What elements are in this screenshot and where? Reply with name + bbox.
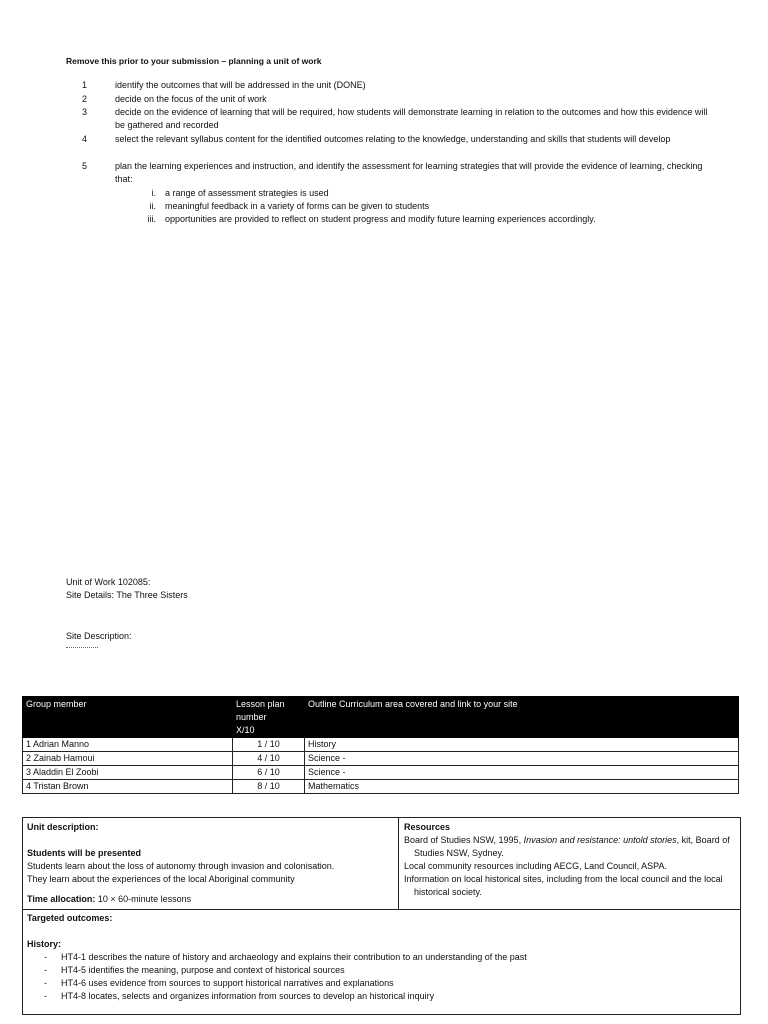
site-details: Site Details: The Three Sisters [66, 590, 188, 600]
curriculum-area: Science - [305, 766, 739, 780]
step-text: select the relevant syllabus content for the identified outcomes relating to the knowledge, understanding and skills that students will develop [115, 134, 671, 144]
group-table [22, 696, 739, 794]
outcome-text: HT4-5 identifies the meaning, purpose and context of historical sources [61, 965, 345, 975]
unit-title: Unit of Work 102085: [66, 577, 151, 587]
bullet-dash: - [44, 952, 47, 962]
description-line: Students learn about the loss of autonomy through invasion and colonisation. [27, 861, 335, 871]
outcome-text: HT4-1 describes the nature of history and archaeology and explains their contribution to an understanding of the past [61, 952, 527, 962]
site-description-label: Site Description: [66, 631, 132, 641]
member-name: 1 Adrian Manno [23, 738, 233, 752]
substep-number: ii. [149, 201, 156, 211]
lesson-number: 6 / 10 [233, 766, 305, 780]
resource-item: Local community resources including AECG, Land Council, ASPA. [404, 861, 667, 871]
targeted-outcomes-cell [27, 912, 727, 1003]
time-allocation [27, 893, 395, 906]
description-line: They learn about the experiences of the local Aboriginal community [27, 874, 295, 884]
step-text: identify the outcomes that will be addressed in the unit (DONE) [115, 80, 366, 90]
unit-header [66, 576, 188, 602]
member-name: 4 Tristan Brown [23, 780, 233, 794]
curriculum-area: Mathematics [305, 780, 739, 794]
substep-number: iii. [147, 214, 156, 224]
group-table-header [23, 697, 739, 738]
curriculum-area: History [305, 738, 739, 752]
resource-text: , kit, Board of Studies NSW, Sydney. [414, 835, 730, 858]
unit-description-cell [27, 821, 395, 906]
unit-description-box [22, 817, 741, 1015]
curriculum-area: Science - [305, 752, 739, 766]
substep-text: a range of assessment strategies is used [165, 188, 329, 198]
step-number: 4 [82, 134, 88, 144]
planning-heading: Remove this prior to your submission – planning a unit of work [66, 56, 322, 66]
row-divider [23, 909, 740, 910]
substep-text: opportunities are provided to reflect on student progress and modify future learning experiences accordingly. [165, 214, 596, 224]
lesson-number: 8 / 10 [233, 780, 305, 794]
outcome-text: HT4-6 uses evidence from sources to support historical narratives and explanations [61, 978, 394, 988]
step-text: plan the learning experiences and instruction, and identify the assessment for learning strategies that will provide the evidence of learning, checking that: [115, 161, 703, 184]
step-number: 3 [82, 107, 88, 117]
header-lesson-plan: Lesson plan number X/10 [233, 697, 305, 738]
resources-cell [404, 821, 734, 899]
outcome-item [27, 990, 727, 1003]
outcome-text: HT4-8 locates, selects and organizes information from sources to develop an historical inquiry [61, 991, 435, 1001]
step-text: decide on the focus of the unit of work [115, 94, 267, 104]
resources-label: Resources [404, 822, 451, 832]
outcome-item [27, 951, 727, 964]
resource-item: Information on local historical sites, including from the local council and the local historical society. [404, 874, 723, 897]
member-name: 2 Zainab Hamoui [23, 752, 233, 766]
table-row [23, 780, 739, 794]
time-label: Time allocation: [27, 894, 96, 904]
students-heading: Students will be presented [27, 848, 142, 858]
dotted-underline [66, 646, 98, 648]
lesson-number: 1 / 10 [233, 738, 305, 752]
bullet-dash: - [44, 991, 47, 1001]
substep-number: i. [151, 188, 156, 198]
lesson-number: 4 / 10 [233, 752, 305, 766]
table-row [23, 752, 739, 766]
header-group-member: Group member [23, 697, 233, 738]
subject-label: History: [27, 939, 62, 949]
bullet-dash: - [44, 978, 47, 988]
step-number: 5 [82, 161, 88, 171]
step-text: decide on the evidence of learning that will be required, how students will demonstrate learning in relation to the outcomes and how this evidence will be gathered and recorded [115, 107, 708, 130]
resource-item [404, 834, 734, 860]
outcome-item [27, 964, 727, 977]
substep-text: meaningful feedback in a variety of forms can be given to students [165, 201, 430, 211]
time-value: 10 × 60-minute lessons [95, 894, 192, 904]
outcome-item [27, 977, 727, 990]
unit-description-label: Unit description: [27, 822, 99, 832]
column-divider [398, 818, 399, 909]
header-curriculum-area: Outline Curriculum area covered and link to your site [305, 697, 739, 738]
table-row [23, 766, 739, 780]
bullet-dash: - [44, 965, 47, 975]
member-name: 3 Aladdin El Zoobi [23, 766, 233, 780]
table-row [23, 738, 739, 752]
resource-text: Board of Studies NSW, 1995, [404, 835, 524, 845]
step-number: 2 [82, 94, 88, 104]
resource-title: Invasion and resistance: untold stories [523, 835, 677, 845]
step-number: 1 [82, 80, 88, 90]
targeted-outcomes-label: Targeted outcomes: [27, 913, 113, 923]
